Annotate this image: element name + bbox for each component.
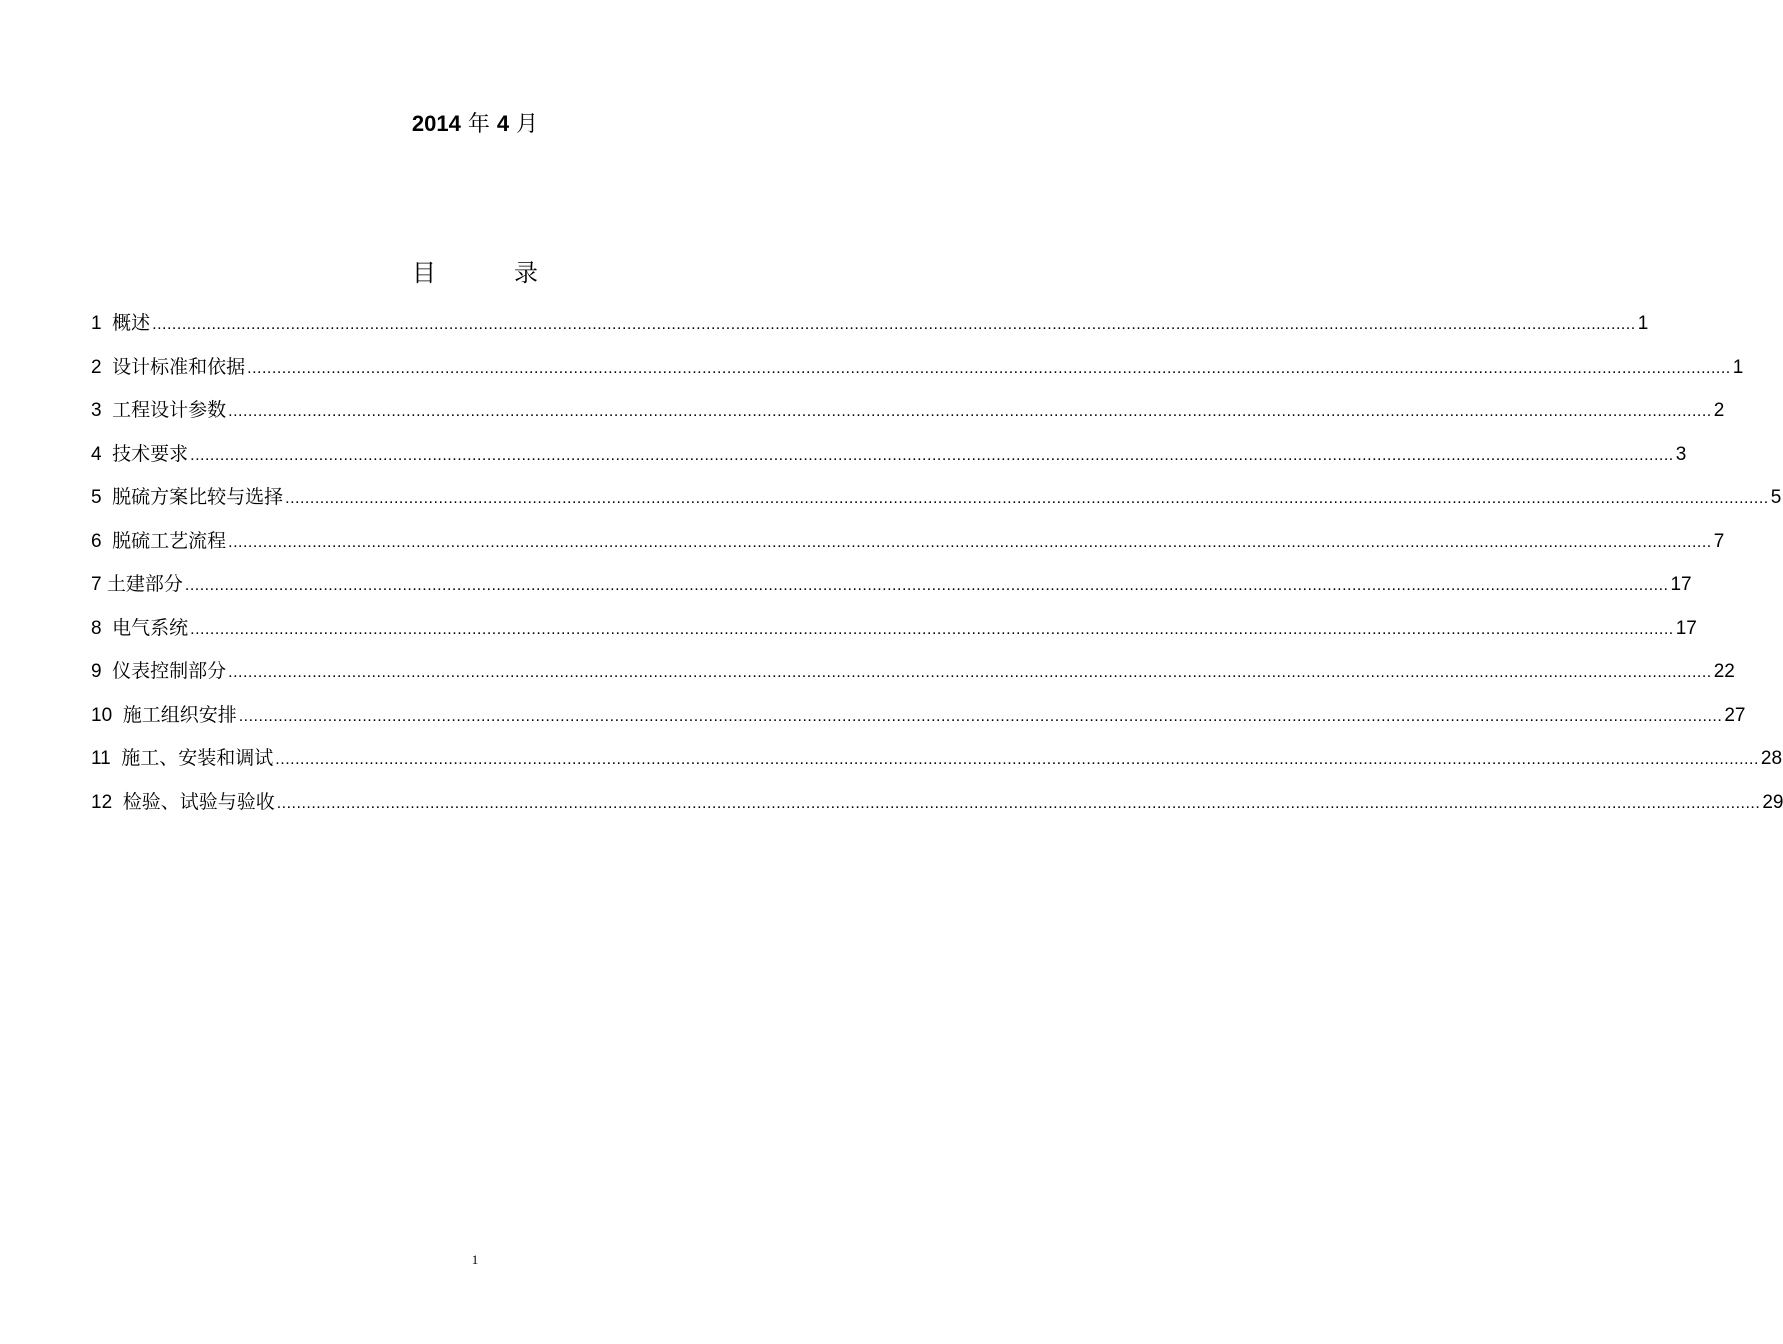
toc-leader-dots: ............................................................................................................................................................................................................................................................................................................ [190, 446, 1674, 464]
toc-leader-dots: ............................................................................................................................................................................................................................................................................................................ [276, 794, 1761, 812]
date-year: 2014 [411, 111, 461, 136]
toc-entry-number: 2 [91, 356, 113, 378]
toc-entry-page: 17 [1670, 574, 1692, 595]
toc-entry[interactable] [91, 653, 1735, 697]
toc-leader-dots: ............................................................................................................................................................................................................................................................................................................ [275, 751, 1759, 768]
toc-entry[interactable] [91, 697, 1746, 741]
toc-entry-number: 4 [91, 443, 113, 465]
toc-entry-number: 9 [91, 661, 113, 682]
toc-entry-number: 5 [91, 487, 113, 508]
toc-entry[interactable] [91, 392, 1725, 436]
toc-entry-title: 检验、试验与验收 [122, 790, 275, 813]
toc-entry[interactable] [91, 436, 1687, 480]
toc-entry-page: 29 [1762, 791, 1783, 813]
toc-entry-page: 17 [1675, 617, 1697, 639]
toc-entry-title: 脱硫工艺流程 [112, 529, 227, 552]
toc-entry[interactable] [91, 784, 1783, 828]
toc-leader-dots: ............................................................................................................................................................................................................................................................................................................ [228, 664, 1712, 681]
toc-entry-title: 施工、安装和调试 [121, 747, 274, 769]
toc-entry-title: 施工组织安排 [122, 703, 237, 726]
toc-leader-dots: ............................................................................................................................................................................................................................................................................................................ [285, 490, 1769, 507]
toc-entry-title: 设计标准和依据 [112, 355, 246, 378]
toc-entry-title: 工程设计参数 [112, 399, 227, 421]
page-number: 1 [471, 1252, 479, 1267]
toc-entry-title: 技术要求 [112, 442, 189, 465]
date-year-char: 年 [467, 112, 490, 137]
date-month-char: 月 [516, 112, 539, 137]
toc-entry-page: 1 [1637, 313, 1649, 334]
toc-entry-number: 8 [91, 617, 113, 639]
toc-entry-number: 11 [91, 748, 122, 769]
toc-entry-number: 1 [91, 313, 113, 334]
toc-entry-page: 22 [1713, 661, 1735, 682]
toc-entry-number: 6 [91, 530, 113, 552]
toc-entry-page: 27 [1724, 704, 1746, 726]
toc-entry-page: 1 [1732, 356, 1744, 378]
toc-entry-title: 概述 [112, 312, 151, 334]
toc-entry-number: 12 [91, 791, 123, 813]
toc-title: 目录 [412, 259, 616, 287]
toc-entry-page: 5 [1770, 487, 1782, 508]
toc-entry-page: 3 [1675, 443, 1687, 465]
toc-entry-number: 7 [91, 574, 107, 595]
toc-entry-title: 仪表控制部分 [112, 660, 227, 682]
toc-entry-page: 28 [1760, 748, 1783, 769]
toc-entry-title: 土建部分 [106, 573, 183, 595]
toc-leader-dots: ............................................................................................................................................................................................................................................................................................................ [247, 359, 1731, 377]
toc-leader-dots: ............................................................................................................................................................................................................................................................................................................ [184, 577, 1669, 594]
toc-entry-title: 脱硫方案比较与选择 [112, 486, 284, 508]
document-date [0, 108, 950, 141]
toc-leader-dots: ............................................................................................................................................................................................................................................................................................................ [228, 533, 1712, 551]
toc-entry[interactable] [91, 610, 1697, 654]
toc-leader-dots: ............................................................................................................................................................................................................................................................................................................ [228, 403, 1712, 420]
table-of-contents [91, 305, 1783, 827]
toc-leader-dots: ............................................................................................................................................................................................................................................................................................................ [238, 707, 1723, 725]
toc-entry[interactable] [91, 566, 1692, 610]
toc-leader-dots: ............................................................................................................................................................................................................................................................................................................ [152, 316, 1636, 333]
toc-entry[interactable] [91, 523, 1725, 567]
toc-entry-title: 电气系统 [112, 616, 189, 639]
toc-entry-number: 3 [91, 400, 113, 421]
date-month: 4 [496, 111, 510, 136]
toc-entry[interactable] [91, 349, 1744, 393]
toc-entry-number: 10 [91, 704, 123, 726]
toc-entry-page: 2 [1713, 400, 1725, 421]
toc-entry[interactable] [91, 740, 1783, 784]
toc-leader-dots: ............................................................................................................................................................................................................................................................................................................ [190, 620, 1674, 638]
toc-entry-page: 7 [1713, 530, 1725, 552]
toc-entry[interactable] [91, 305, 1649, 349]
toc-entry[interactable] [91, 479, 1782, 523]
